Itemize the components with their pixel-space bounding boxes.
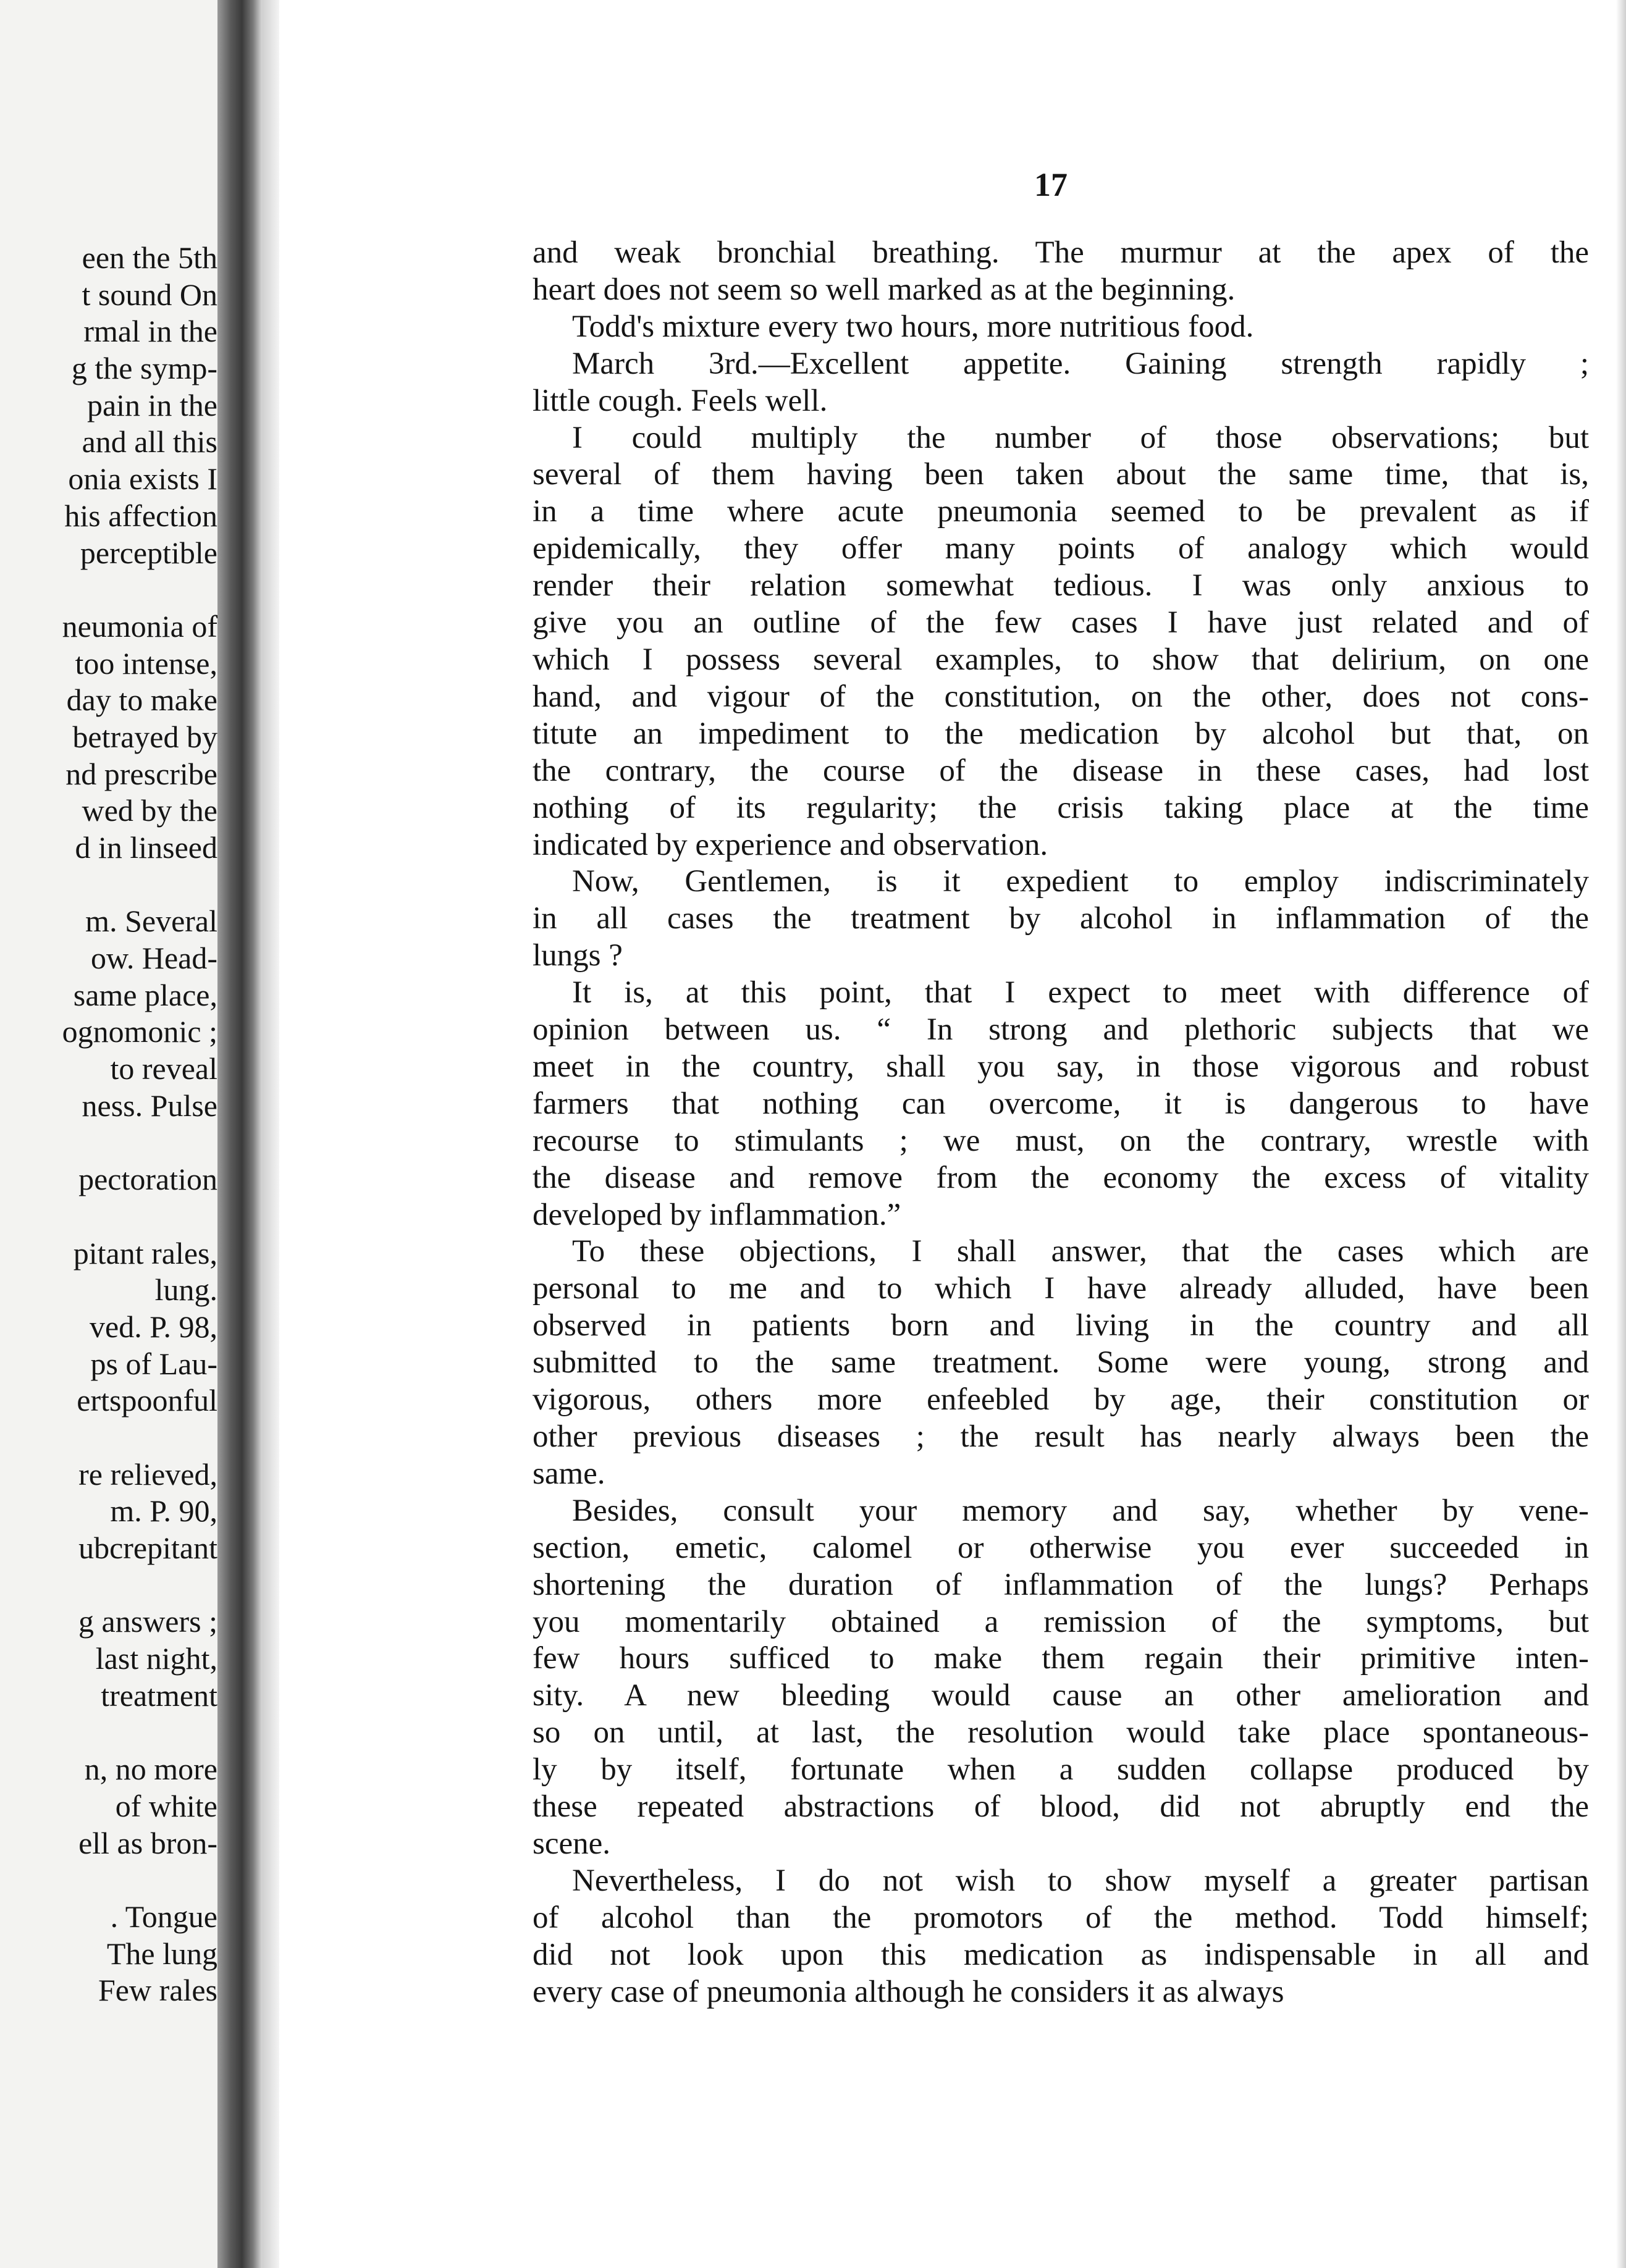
text-line: hand, and vigour of the constitution, on the other, does not cons- xyxy=(533,679,1589,714)
left-fragment-gap xyxy=(0,1862,217,1899)
text-line: little cough. Feels well. xyxy=(533,383,828,418)
left-fragment-line: ness. Pulse xyxy=(82,1088,217,1123)
paragraph xyxy=(533,1233,1589,1492)
left-fragment-line: and all this xyxy=(82,424,217,460)
text-line: heart does not seem so well marked as at the beginning. xyxy=(533,272,1236,307)
text-line: shortening the duration of inflammation of the lungs? Perhaps xyxy=(533,1567,1589,1602)
text-line: nothing of its regularity; the crisis taking place at the time xyxy=(533,790,1589,825)
text-line: Todd's mixture every two hours, more nutritious food. xyxy=(572,309,1254,344)
text-line: titute an impediment to the medication by alcohol but that, on xyxy=(533,716,1589,751)
text-line: which I possess several examples, to show that delirium, on one xyxy=(533,642,1589,677)
left-fragment-line: g the symp- xyxy=(71,351,217,386)
text-line: give you an outline of the few cases I have just related and of xyxy=(533,605,1589,640)
text-line: opinion between us. “ In strong and plethoric subjects that we xyxy=(533,1012,1589,1048)
left-fragment-line: neumonia of xyxy=(62,608,217,644)
left-fragment-line: ubcrepitant xyxy=(78,1531,217,1566)
left-fragment-line: Few rales xyxy=(98,1973,217,2008)
text-line: sity. A new bleeding would cause an other amelioration and xyxy=(533,1678,1589,1713)
left-fragment-line: his affection xyxy=(64,498,217,533)
paragraph xyxy=(533,346,1589,420)
left-fragment-line: onia exists I xyxy=(68,461,217,497)
left-fragment-line: re relieved, xyxy=(78,1456,217,1492)
left-fragment-line: pain in the xyxy=(86,387,217,422)
text-line: you momentarily obtained a remission of the symptoms, but xyxy=(533,1604,1589,1639)
left-fragment-line: pectoration xyxy=(78,1162,217,1197)
paragraph xyxy=(533,975,1589,1233)
text-line: To these objections, I shall answer, that the cases which are xyxy=(572,1234,1589,1269)
text-line: observed in patients born and living in the country and all xyxy=(533,1308,1589,1343)
left-fragment-line: too intense, xyxy=(75,645,217,681)
text-line: of alcohol than the promotors of the method. Todd himself; xyxy=(533,1900,1589,1935)
text-line: every case of pneumonia although he considers it as always xyxy=(533,1974,1284,2009)
text-line: developed by inflammation.” xyxy=(533,1197,901,1232)
left-fragment-gap xyxy=(0,1419,217,1456)
text-line: render their relation somewhat tedious. I was only anxious to xyxy=(533,568,1589,603)
left-fragment-line: ved. P. 98, xyxy=(90,1309,217,1344)
left-fragment-line: g answers ; xyxy=(78,1604,217,1639)
text-line: personal to me and to which I have already alluded, have been xyxy=(533,1271,1589,1306)
text-line: meet in the country, shall you say, in those vigorous and robust xyxy=(533,1049,1589,1084)
text-line: in all cases the treatment by alcohol in inflammation of the xyxy=(533,901,1589,936)
page-number: 17 xyxy=(1034,166,1068,203)
text-line: I could multiply the number of those observations; but xyxy=(572,420,1589,455)
left-fragment-line: ertspoonful xyxy=(77,1383,217,1418)
left-fragment-line: The lung xyxy=(106,1936,217,1971)
left-fragment-line: wed by the xyxy=(82,793,217,828)
page-right-edge xyxy=(1616,0,1626,2268)
text-line: the contrary, the course of the disease in these cases, had lost xyxy=(533,753,1589,788)
left-fragment-line: pitant rales, xyxy=(73,1235,217,1270)
text-line: March 3rd.—Excellent appetite. Gaining strength rapidly ; xyxy=(572,346,1589,381)
left-fragment-line: last night, xyxy=(95,1641,217,1676)
paragraph xyxy=(533,863,1589,975)
paragraph xyxy=(533,235,1589,309)
text-line: submitted to the same treatment. Some were young, strong and xyxy=(533,1345,1589,1380)
paragraph xyxy=(533,309,1589,346)
text-line: the disease and remove from the economy the excess of vitality xyxy=(533,1160,1589,1195)
left-fragment-line: lung. xyxy=(154,1272,217,1308)
left-fragment-line: to reveal xyxy=(110,1051,217,1086)
text-line: Now, Gentlemen, is it expedient to employ indiscriminately xyxy=(572,864,1589,899)
text-line: section, emetic, calomel or otherwise you ever succeeded in xyxy=(533,1530,1589,1565)
left-fragment-gap xyxy=(0,867,217,904)
body-text xyxy=(533,235,1589,2011)
left-fragment-line: same place, xyxy=(73,977,217,1012)
paragraph xyxy=(533,420,1589,864)
left-fragment-gap xyxy=(0,1715,217,1752)
left-fragment-gap xyxy=(0,1198,217,1235)
left-fragment-gap xyxy=(0,1125,217,1162)
text-line: these repeated abstractions of blood, did not abruptly end the xyxy=(533,1789,1589,1825)
text-line: lungs ? xyxy=(533,938,623,973)
left-fragment-line: ps of Lau- xyxy=(90,1346,217,1381)
left-fragment-gap xyxy=(0,571,217,608)
left-fragment-line: ow. Head- xyxy=(90,941,217,976)
text-line: scene. xyxy=(533,1826,611,1861)
left-page-text-fragments xyxy=(0,240,217,2009)
left-fragment-line: of white xyxy=(115,1788,217,1823)
text-line: Nevertheless, I do not wish to show myself a greater partisan xyxy=(572,1863,1589,1898)
left-fragment-line: een the 5th xyxy=(82,240,217,275)
book-gutter xyxy=(217,0,262,2268)
left-fragment-line: m. P. 90, xyxy=(110,1493,217,1529)
text-line: so on until, at last, the resolution would take place spontaneous- xyxy=(533,1715,1589,1750)
text-line: indicated by experience and observation. xyxy=(533,827,1048,862)
text-line: same. xyxy=(533,1456,605,1491)
left-fragment-line: treatment xyxy=(101,1678,217,1713)
text-line: vigorous, others more enfeebled by age, their constitution or xyxy=(533,1382,1589,1418)
left-fragment-line: day to make xyxy=(66,682,217,718)
left-fragment-line: nd prescribe xyxy=(65,756,217,791)
text-line: farmers that nothing can overcome, it is dangerous to have xyxy=(533,1086,1589,1121)
paragraph xyxy=(533,1493,1589,1863)
left-fragment-line: ognomonic ; xyxy=(62,1014,217,1049)
text-line: recourse to stimulants ; we must, on the contrary, wrestle with xyxy=(533,1123,1589,1158)
left-facing-page xyxy=(0,0,224,2268)
left-fragment-gap xyxy=(0,1567,217,1604)
text-line: other previous diseases ; the result has nearly always been the xyxy=(533,1419,1589,1454)
left-fragment-line: rmal in the xyxy=(83,314,217,349)
text-line: ly by itself, fortunate when a sudden collapse produced by xyxy=(533,1752,1589,1787)
text-line: did not look upon this medication as indispensable in all and xyxy=(533,1937,1589,1972)
text-line: and weak bronchial breathing. The murmur at the apex of the xyxy=(533,235,1589,270)
text-line: epidemically, they offer many points of analogy which would xyxy=(533,531,1589,566)
text-line: in a time where acute pneumonia seemed to be prevalent as if xyxy=(533,494,1589,529)
left-fragment-line: ell as bron- xyxy=(78,1825,217,1860)
paragraph xyxy=(533,1863,1589,2011)
gutter-shadow xyxy=(262,0,279,2268)
left-fragment-line: perceptible xyxy=(80,535,217,570)
text-line: Besides, consult your memory and say, whether by vene- xyxy=(572,1493,1589,1528)
text-line: It is, at this point, that I expect to meet with difference of xyxy=(572,975,1589,1010)
left-fragment-line: n, no more xyxy=(84,1752,217,1787)
main-page xyxy=(279,0,1626,2268)
left-fragment-line: m. Several xyxy=(85,904,217,939)
left-fragment-line: . Tongue xyxy=(110,1899,217,1934)
text-line: several of them having been taken about the same time, that is, xyxy=(533,457,1589,492)
text-line: few hours sufficed to make them regain their primitive inten- xyxy=(533,1641,1589,1676)
left-fragment-line: t sound On xyxy=(82,277,217,312)
left-fragment-line: d in linseed xyxy=(75,830,217,865)
left-fragment-line: betrayed by xyxy=(72,719,217,754)
